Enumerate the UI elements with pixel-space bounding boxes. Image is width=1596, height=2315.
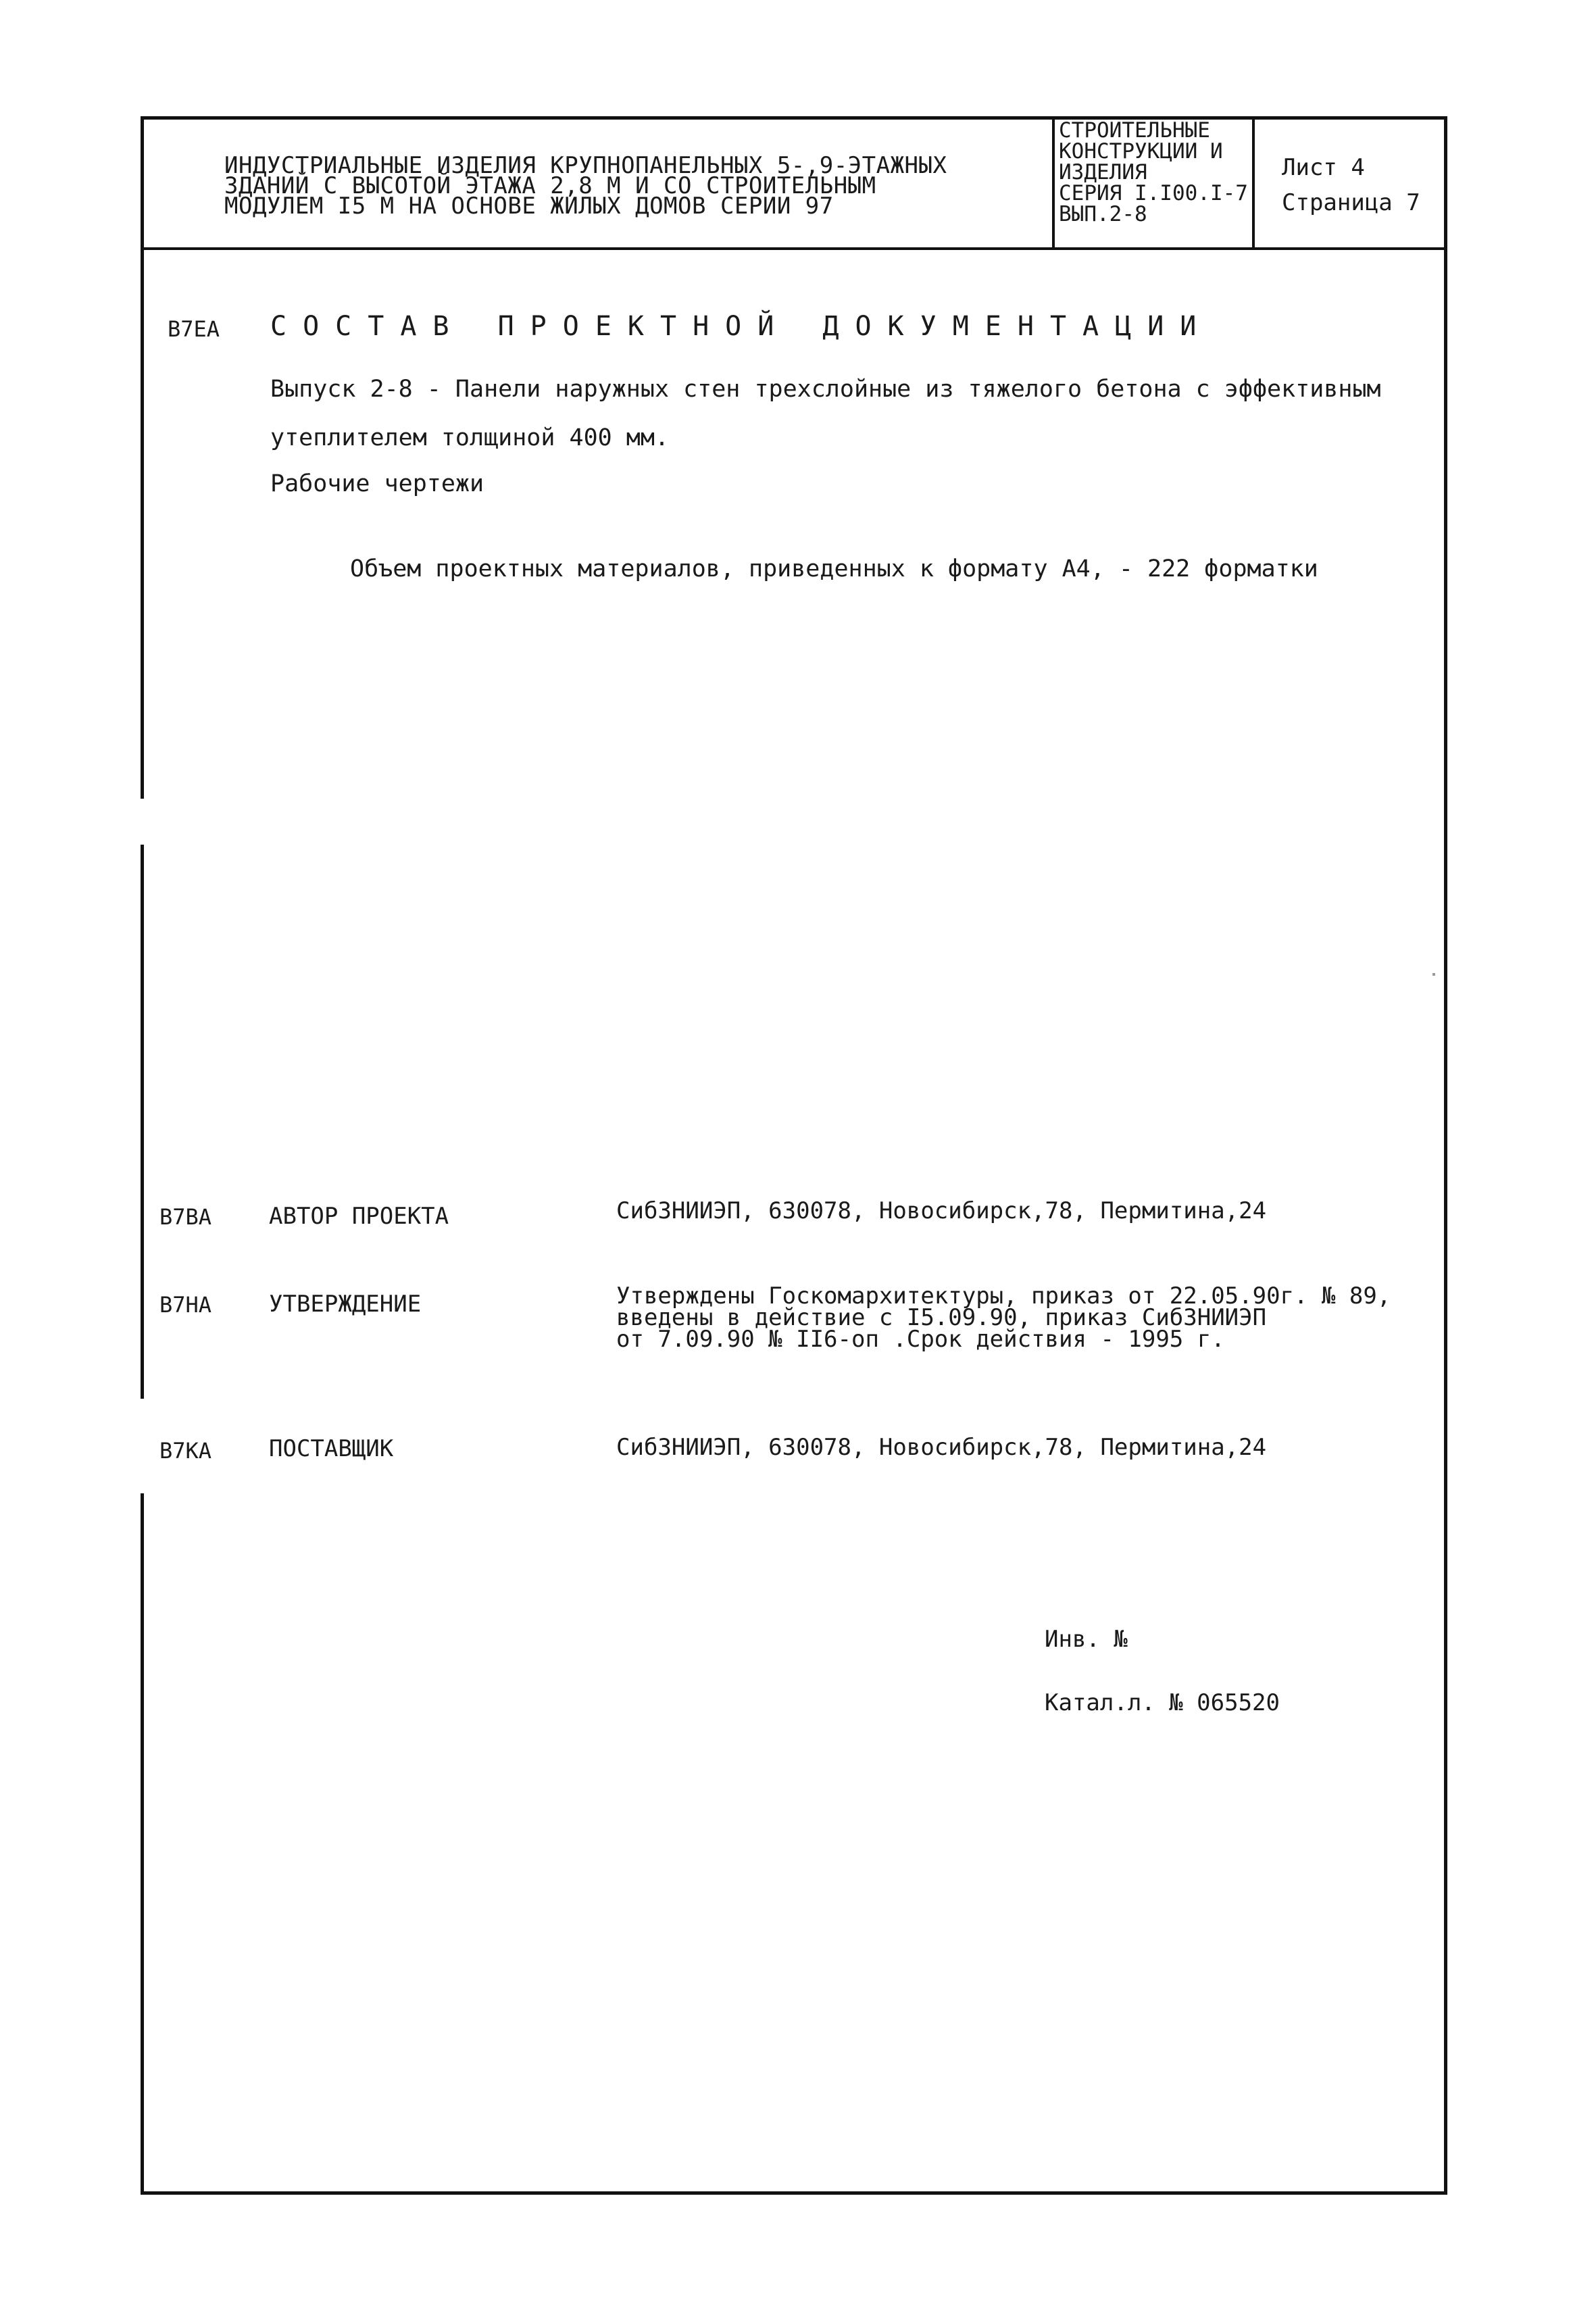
supplier-label: ПОСТАВЩИК <box>269 1435 394 1462</box>
sheet-cell <box>1282 150 1420 220</box>
composition-title: СОСТАВ ПРОЕКТНОЙ ДОКУМЕНТАЦИИ <box>270 311 1213 342</box>
sheet-number: Лист 4 <box>1282 154 1365 181</box>
composition-code: В7ЕА <box>168 316 220 342</box>
left-border-segment <box>141 1493 144 2195</box>
author-value: СибЗНИИЭП, 630078, Новосибирск,78, Пермитина,24 <box>616 1197 1267 1224</box>
volume-line: Объем проектных материалов, приведенных к формату А4, - 222 форматки <box>350 555 1318 582</box>
title-line: ИНДУСТРИАЛЬНЫЕ ИЗДЕЛИЯ КРУПНОПАНЕЛЬНЫХ 5-,9-ЭТАЖНЫХ <box>224 152 947 179</box>
approval-text <box>616 1283 1391 1353</box>
series-cell <box>1052 116 1255 247</box>
approval-code: В7НА <box>159 1292 212 1318</box>
page-number: Страница 7 <box>1282 189 1420 216</box>
series-line: КОНСТРУКЦИИ И <box>1059 139 1223 164</box>
supplier-code: В7КА <box>159 1438 212 1464</box>
document-title <box>224 152 1103 220</box>
title-block <box>143 116 1447 250</box>
approval-line: от 7.09.90 № II6-оп .Срок действия - 1995 г. <box>616 1326 1225 1353</box>
title-line: МОДУЛЕМ I5 М НА ОСНОВЕ ЖИЛЫХ ДОМОВ СЕРИИ 97 <box>224 193 834 220</box>
inventory-number: Инв. № <box>1045 1626 1128 1653</box>
series-line: ИЗДЕЛИЯ <box>1059 160 1147 184</box>
composition-line: утеплителем толщиной 400 мм. <box>270 424 670 451</box>
approval-label: УТВЕРЖДЕНИЕ <box>269 1291 422 1318</box>
series-line: СЕРИЯ I.I00.I-7 <box>1059 181 1248 205</box>
supplier-value: СибЗНИИЭП, 630078, Новосибирск,78, Пермитина,24 <box>616 1434 1267 1461</box>
composition-line: Выпуск 2-8 - Панели наружных стен трехслойные из тяжелого бетона с эффективным <box>270 376 1381 403</box>
title-line: ЗДАНИЙ С ВЫСОТОЙ ЭТАЖА 2,8 М И СО СТРОИТЕЛЬНЫМ <box>224 172 876 199</box>
approval-line: Утверждены Госкомархитектуры, приказ от 22.05.90г. № 89, <box>616 1283 1391 1310</box>
author-code: В7ВА <box>159 1204 212 1230</box>
approval-line: введены в действие с I5.09.90, приказ СибЗНИИЭП <box>616 1304 1267 1331</box>
author-label: АВТОР ПРОЕКТА <box>269 1203 449 1230</box>
catalog-number: Катал.л. № 065520 <box>1045 1689 1280 1716</box>
left-border-segment <box>141 845 144 1399</box>
series-line: СТРОИТЕЛЬНЫЕ <box>1059 118 1210 143</box>
composition-line: Рабочие чертежи <box>270 470 484 497</box>
scan-speck <box>1432 973 1435 976</box>
series-line: ВЫП.2-8 <box>1059 202 1147 226</box>
